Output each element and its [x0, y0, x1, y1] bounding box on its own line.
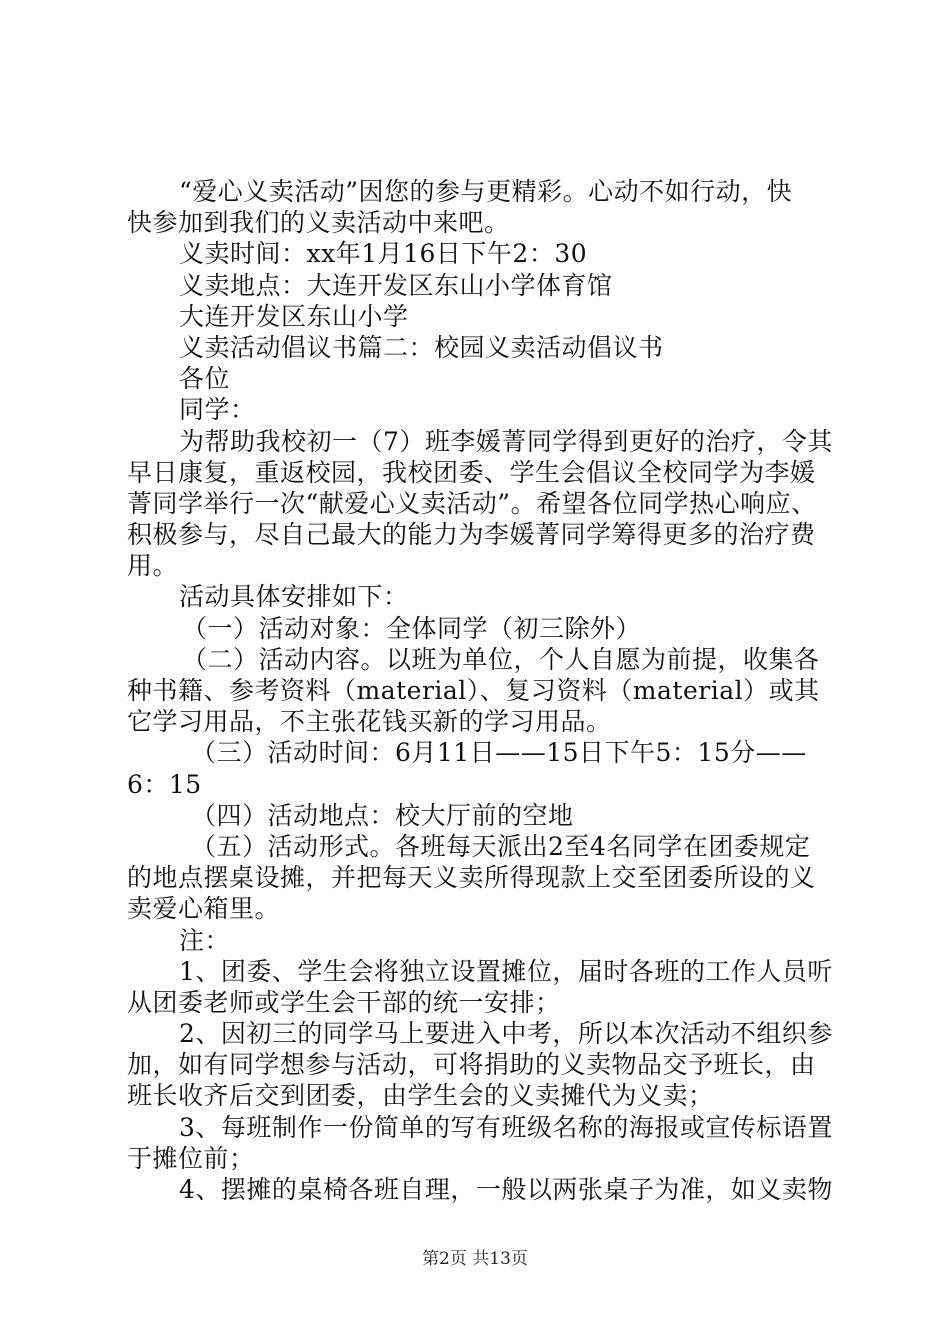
text-line: 的地点摆桌设摊，并把每天义卖所得现款上交至团委所设的义 [127, 863, 816, 893]
text-line: 为帮助我校初一（7）班李媛菁同学得到更好的治疗，令其 [179, 426, 833, 456]
text-line: 积极参与，尽自己最大的能力为李媛菁同学筹得更多的治疗费 [127, 520, 816, 550]
text-line: 注： [179, 925, 231, 955]
text-line: 加，如有同学想参与活动，可将捐助的义卖物品交予班长，由 [127, 1050, 816, 1080]
text-line: 班长收齐后交到团委，由学生会的义卖摊代为义卖； [127, 1081, 714, 1111]
text-line: 它学习用品，不主张花钱买新的学习用品。 [127, 707, 612, 737]
text-line: 4、摆摊的桌椅各班自理，一般以两张桌子为准，如义卖物 [179, 1175, 833, 1204]
text-line: 同学： [179, 395, 256, 425]
text-line: 大连开发区东山小学 [179, 301, 409, 331]
text-line: （四）活动地点：校大厅前的空地 [191, 800, 574, 830]
text-line: 6：15 [127, 769, 202, 799]
page-footer: 第2页 共13页 [422, 1249, 528, 1269]
text-line: 早日康复，重返校园，我校团委、学生会倡议全校同学为李媛 [127, 457, 816, 487]
text-line: 1、团委、学生会将独立设置摊位，届时各班的工作人员听 [179, 956, 833, 986]
text-line: 于摊位前； [127, 1143, 255, 1173]
text-line: “爱心义卖活动”因您的参与更精彩。心动不如行动，快 [179, 177, 793, 206]
text-line: （二）活动内容。以班为单位，个人自愿为前提，收集各 [182, 644, 820, 674]
text-line: 义卖地点：大连开发区东山小学体育馆 [179, 270, 613, 300]
text-line: 菁同学举行一次“献爱心义卖活动”。希望各位同学热心响应、 [127, 488, 817, 518]
text-line: 3、每班制作一份简单的写有班级名称的海报或宣传标语置 [179, 1112, 833, 1142]
text-line: 从团委老师或学生会干部的统一安排； [127, 987, 561, 1017]
text-line: 种书籍、参考资料（material）、复习资料（material）或其 [127, 676, 820, 705]
text-line: 快参加到我们的义卖活动中来吧。 [127, 208, 510, 238]
text-line: 活动具体安排如下： [179, 582, 409, 612]
text-line: （五）活动形式。各班每天派出2至4名同学在团委规定 [191, 831, 811, 861]
text-line: 用。 [127, 551, 179, 581]
text-line: 义卖时间：xx年1月16日下午2：30 [179, 239, 588, 269]
document-body [127, 176, 837, 1205]
text-line: 各位 [179, 364, 231, 394]
text-line: （一）活动对象：全体同学（初三除外） [182, 613, 642, 643]
text-line: 卖爱心箱里。 [127, 894, 281, 924]
text-line: （三）活动时间：6月11日——15日下午5：15分—— [191, 738, 807, 768]
text-line: 义卖活动倡议书篇二：校园义卖活动倡议书 [179, 332, 664, 362]
text-line: 2、因初三的同学马上要进入中考，所以本次活动不组织参 [179, 1019, 833, 1049]
